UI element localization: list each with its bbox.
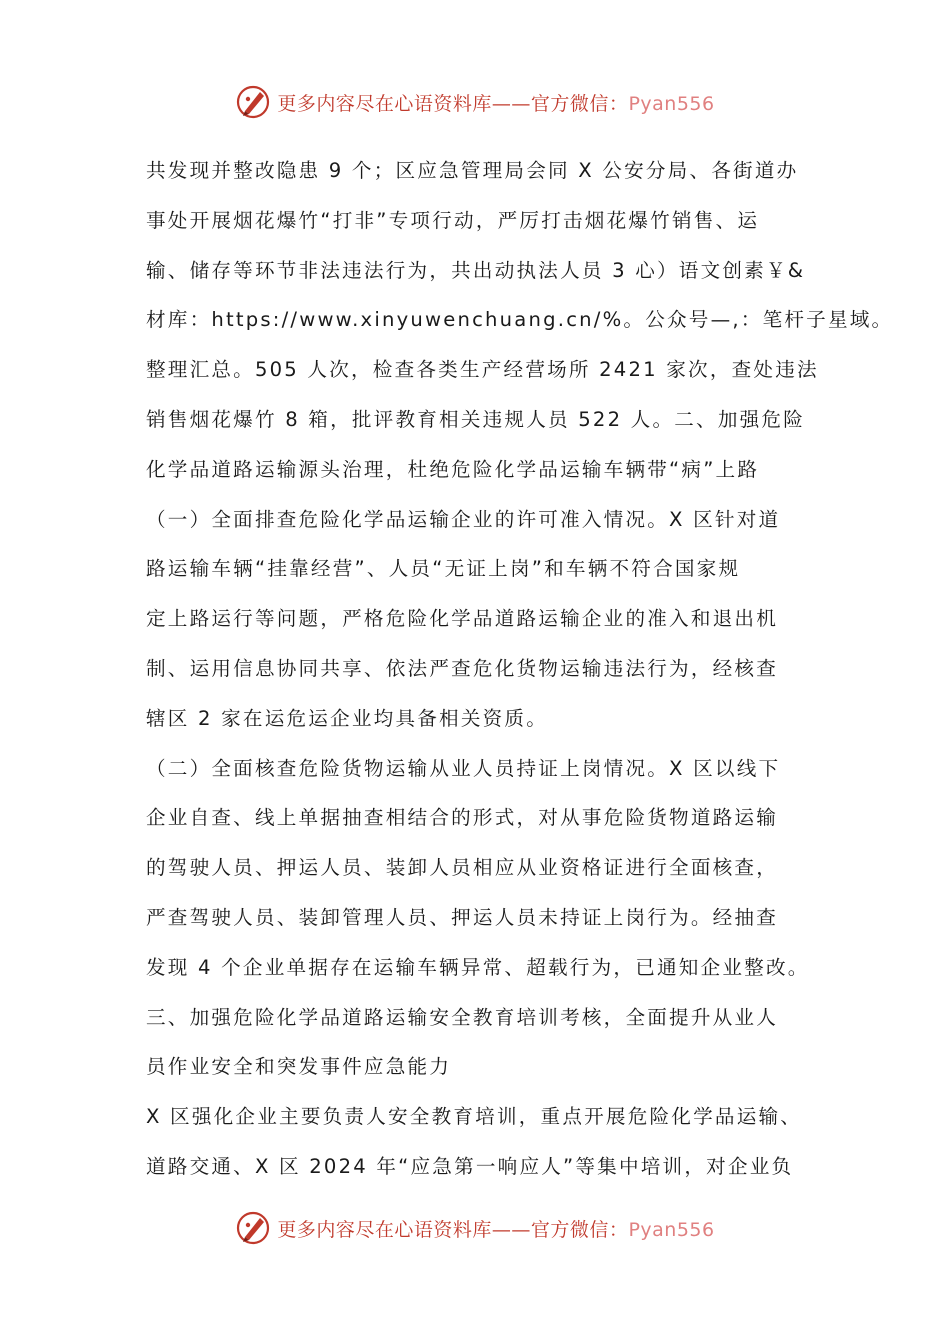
text-line: 化学品道路运输源头治理，杜绝危险化学品运输车辆带“病”上路 [146, 457, 760, 481]
text-line: 企业自查、线上单据抽查相结合的形式，对从事危险货物道路运输 [146, 806, 779, 830]
text-line: 材库：https://www.xinyuwenchuang.cn/%。公众号—,：笔杆子星域。 [146, 308, 894, 332]
pen-logo-icon [235, 84, 271, 120]
text-line: 输、储存等环节非法违法行为，共出动执法人员 3 心）语文创素￥& [146, 258, 806, 282]
banner-text: 更多内容尽在心语资料库——官方微信：Pyan556 [277, 1218, 715, 1241]
text-line: 三、加强危险化学品道路运输安全教育培训考核，全面提升从业人 [146, 1005, 779, 1029]
text-line: 的驾驶人员、押运人员、装卸人员相应从业资格证进行全面核查， [146, 856, 779, 880]
text-line: 道路交通、X 区 2024 年“应急第一响应人”等集中培训，对企业负 [146, 1154, 794, 1178]
document-body [146, 146, 894, 1192]
text-line: 辖区 2 家在运危运企业均具备相关资质。 [146, 706, 549, 730]
text-line: 制、运用信息协同共享、依法严查危化货物运输违法行为，经核查 [146, 656, 779, 680]
footer-banner [0, 1208, 950, 1248]
text-line: 销售烟花爆竹 8 箱，批评教育相关违规人员 522 人。二、加强危险 [146, 407, 806, 431]
text-line: 严查驾驶人员、装卸管理人员、押运人员未持证上岗行为。经抽查 [146, 905, 779, 929]
text-line: （一）全面排查危险化学品运输企业的许可准入情况。X 区针对道 [146, 507, 781, 531]
text-line: X 区强化企业主要负责人安全教育培训，重点开展危险化学品运输、 [146, 1105, 803, 1129]
text-line: 整理汇总。505 人次，检查各类生产经营场所 2421 家次，查处违法 [146, 358, 819, 382]
header-banner [0, 82, 950, 122]
text-line: 员作业安全和突发事件应急能力 [146, 1055, 452, 1079]
text-line: （二）全面核查危险货物运输从业人员持证上岗情况。X 区以线下 [146, 756, 781, 780]
banner-text: 更多内容尽在心语资料库——官方微信：Pyan556 [277, 92, 715, 115]
text-line: 共发现并整改隐患 9 个；区应急管理局会同 X 公安分局、各街道办 [146, 159, 799, 182]
text-line: 发现 4 个企业单据存在运输车辆异常、超载行为，已通知企业整改。 [146, 955, 810, 979]
pen-logo-icon [235, 1210, 271, 1246]
text-line: 事处开展烟花爆竹“打非”专项行动，严厉打击烟花爆竹销售、运 [146, 208, 760, 232]
text-line: 定上路运行等问题，严格危险化学品道路运输企业的准入和退出机 [146, 607, 779, 631]
text-line: 路运输车辆“挂靠经营”、人员“无证上岗”和车辆不符合国家规 [146, 557, 741, 581]
